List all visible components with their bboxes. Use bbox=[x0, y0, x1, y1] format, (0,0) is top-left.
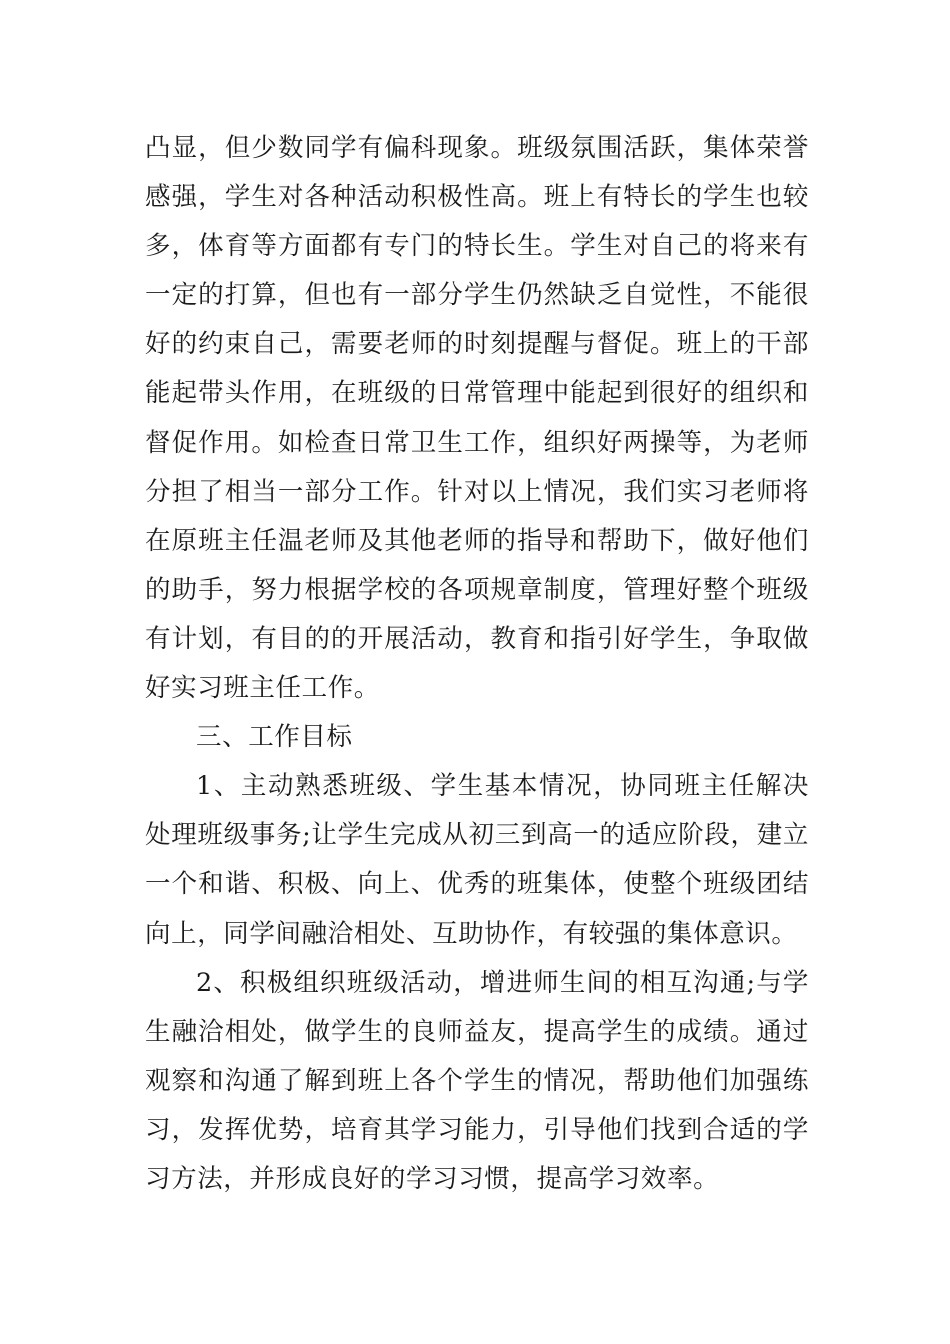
paragraph-goal-2: 2、积极组织班级活动，增进师生间的相互沟通;与学生融洽相处，做学生的良师益友，提高学生的成绩。通过观察和沟通了解到班上各个学生的情况，帮助他们加强练习，发挥优势，培育其学习能力，引导他们找到合适的学习方法，并形成良好的学习习惯，提高学习效率。 bbox=[145, 967, 809, 1194]
section-heading-work-goals: 三、工作目标 bbox=[196, 722, 353, 753]
document-body bbox=[145, 124, 809, 1204]
paragraph-goal-1: 1、主动熟悉班级、学生基本情况，协同班主任解决处理班级事务;让学生完成从初三到高一的适应阶段，建立一个和谐、积极、向上、优秀的班集体，使整个班级团结向上，同学间融洽相处、互助协作，有较强的集体意识。 bbox=[145, 771, 809, 949]
paragraph-continuation: 凸显，但少数同学有偏科现象。班级氛围活跃，集体荣誉感强，学生对各种活动积极性高。班上有特长的学生也较多，体育等方面都有专门的特长生。学生对自己的将来有一定的打算，但也有一部分学生仍然缺乏自觉性，不能很好的约束自己，需要老师的时刻提醒与督促。班上的干部能起带头作用，在班级的日常管理中能起到很好的组织和督促作用。如检查日常卫生工作，组织好两操等，为老师分担了相当一部分工作。针对以上情况，我们实习老师将在原班主任温老师及其他老师的指导和帮助下，做好他们的助手，努力根据学校的各项规章制度，管理好整个班级有计划，有目的的开展活动，教育和指引好学生，争取做好实习班主任工作。 bbox=[145, 133, 809, 704]
